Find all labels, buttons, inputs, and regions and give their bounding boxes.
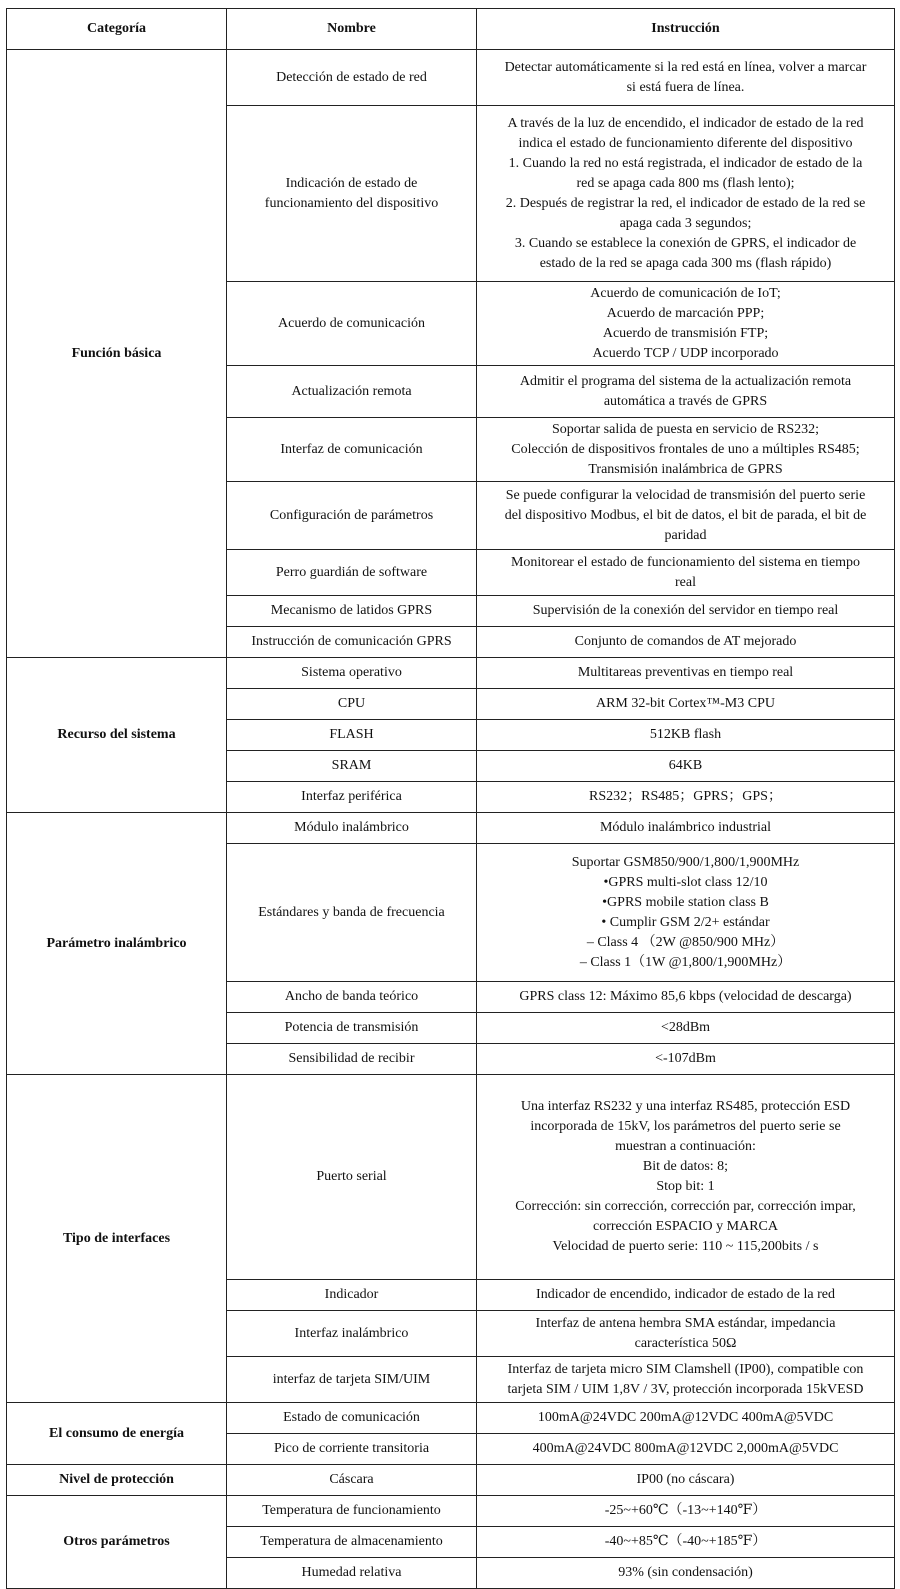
name-cell: Perro guardián de software [227,550,477,596]
category-cell: Tipo de interfaces [7,1075,227,1403]
table-row [7,1403,895,1434]
instruction-cell: Módulo inalámbrico industrial [477,813,895,844]
instruction-cell: Interfaz de tarjeta micro SIM Clamshell (IP00), compatible con tarjeta SIM / UIM 1,8V / 3V, protección incorporada 15kVESD [477,1357,895,1403]
instruction-cell: Se puede configurar la velocidad de transmisión del puerto serie del dispositivo Modbus, el bit de datos, el bit de parada, el bit de paridad [477,482,895,550]
name-cell: interfaz de tarjeta SIM/UIM [227,1357,477,1403]
instruction-cell: 93% (sin condensación) [477,1558,895,1589]
instruction-cell: Admitir el programa del sistema de la actualización remota automática a través de GPRS [477,366,895,418]
category-cell: El consumo de energía [7,1403,227,1465]
name-cell: Actualización remota [227,366,477,418]
name-cell: Sensibilidad de recibir [227,1044,477,1075]
instruction-cell: 64KB [477,751,895,782]
name-cell: Interfaz periférica [227,782,477,813]
instruction-cell: <-107dBm [477,1044,895,1075]
instruction-cell: 400mA@24VDC 800mA@12VDC 2,000mA@5VDC [477,1434,895,1465]
spec-table-body [7,50,895,1589]
table-row [7,1075,895,1280]
instruction-cell: 100mA@24VDC 200mA@12VDC 400mA@5VDC [477,1403,895,1434]
name-cell: FLASH [227,720,477,751]
instruction-cell: RS232；RS485；GPRS；GPS； [477,782,895,813]
instruction-cell: Una interfaz RS232 y una interfaz RS485, protección ESD incorporada de 15kV, los parámetros del puerto serie se muestran a continuación: Bit de datos: 8; Stop bit: 1 Corrección: sin corrección, corrección par, corrección impar, corrección ESPACIO y MARCA Velocidad de puerto serie: 110 ~ 115,200bits / s [477,1075,895,1280]
instruction-cell: Acuerdo de comunicación de IoT; Acuerdo de marcación PPP; Acuerdo de transmisión FTP; Acuerdo TCP / UDP incorporado [477,282,895,366]
category-cell: Otros parámetros [7,1496,227,1589]
instruction-cell: Detectar automáticamente si la red está en línea, volver a marcar si está fuera de línea. [477,50,895,106]
name-cell: Interfaz inalámbrico [227,1311,477,1357]
name-cell: Puerto serial [227,1075,477,1280]
name-cell: SRAM [227,751,477,782]
name-cell: Cáscara [227,1465,477,1496]
instruction-cell: Conjunto de comandos de AT mejorado [477,627,895,658]
name-cell: CPU [227,689,477,720]
name-cell: Mecanismo de latidos GPRS [227,596,477,627]
instruction-cell: -25~+60℃（-13~+140℉） [477,1496,895,1527]
category-cell: Parámetro inalámbrico [7,813,227,1075]
name-cell: Ancho de banda teórico [227,982,477,1013]
name-cell: Estándares y banda de frecuencia [227,844,477,982]
instruction-cell: Indicador de encendido, indicador de estado de la red [477,1280,895,1311]
name-cell: Detección de estado de red [227,50,477,106]
name-cell: Temperatura de funcionamiento [227,1496,477,1527]
name-cell: Potencia de transmisión [227,1013,477,1044]
category-cell: Función básica [7,50,227,658]
instruction-cell: IP00 (no cáscara) [477,1465,895,1496]
spec-table-wrapper [6,8,895,1589]
name-cell: Configuración de parámetros [227,482,477,550]
name-cell: Temperatura de almacenamiento [227,1527,477,1558]
instruction-cell: Soportar salida de puesta en servicio de RS232; Colección de dispositivos frontales de uno a múltiples RS485; Transmisión inalámbrica de GPRS [477,418,895,482]
table-row [7,1496,895,1527]
instruction-cell: ARM 32-bit Cortex™-M3 CPU [477,689,895,720]
instruction-cell: GPRS class 12: Máximo 85,6 kbps (velocidad de descarga) [477,982,895,1013]
instruction-cell: Monitorear el estado de funcionamiento del sistema en tiempo real [477,550,895,596]
name-cell: Acuerdo de comunicación [227,282,477,366]
name-cell: Indicación de estado de funcionamiento del dispositivo [227,106,477,282]
name-cell: Humedad relativa [227,1558,477,1589]
header-instruction: Instrucción [477,9,895,50]
name-cell: Sistema operativo [227,658,477,689]
instruction-cell: Interfaz de antena hembra SMA estándar, impedancia característica 50Ω [477,1311,895,1357]
name-cell: Módulo inalámbrico [227,813,477,844]
table-row [7,813,895,844]
name-cell: Estado de comunicación [227,1403,477,1434]
name-cell: Interfaz de comunicación [227,418,477,482]
category-cell: Recurso del sistema [7,658,227,813]
table-row [7,1465,895,1496]
instruction-cell: -40~+85℃（-40~+185℉） [477,1527,895,1558]
table-row [7,50,895,106]
name-cell: Pico de corriente transitoria [227,1434,477,1465]
header-row [7,9,895,50]
category-cell: Nivel de protección [7,1465,227,1496]
table-row [7,658,895,689]
header-category: Categoría [7,9,227,50]
instruction-cell: <28dBm [477,1013,895,1044]
instruction-cell: 512KB flash [477,720,895,751]
instruction-cell: Multitareas preventivas en tiempo real [477,658,895,689]
name-cell: Instrucción de comunicación GPRS [227,627,477,658]
specifications-table [6,8,895,1589]
header-name: Nombre [227,9,477,50]
instruction-cell: Suportar GSM850/900/1,800/1,900MHz •GPRS multi-slot class 12/10 •GPRS mobile station class B • Cumplir GSM 2/2+ estándar – Class 4 （2W @850/900 MHz） – Class 1（1W @1,800/1,900MHz） [477,844,895,982]
instruction-cell: A través de la luz de encendido, el indicador de estado de la red indica el estado de funcionamiento diferente del dispositivo 1. Cuando la red no está registrada, el indicador de estado de la red se apaga cada 800 ms (flash lento); 2. Después de registrar la red, el indicador de estado de la red se apaga cada 3 segundos; 3. Cuando se establece la conexión de GPRS, el indicador de estado de la red se apaga cada 300 ms (flash rápido) [477,106,895,282]
name-cell: Indicador [227,1280,477,1311]
instruction-cell: Supervisión de la conexión del servidor en tiempo real [477,596,895,627]
